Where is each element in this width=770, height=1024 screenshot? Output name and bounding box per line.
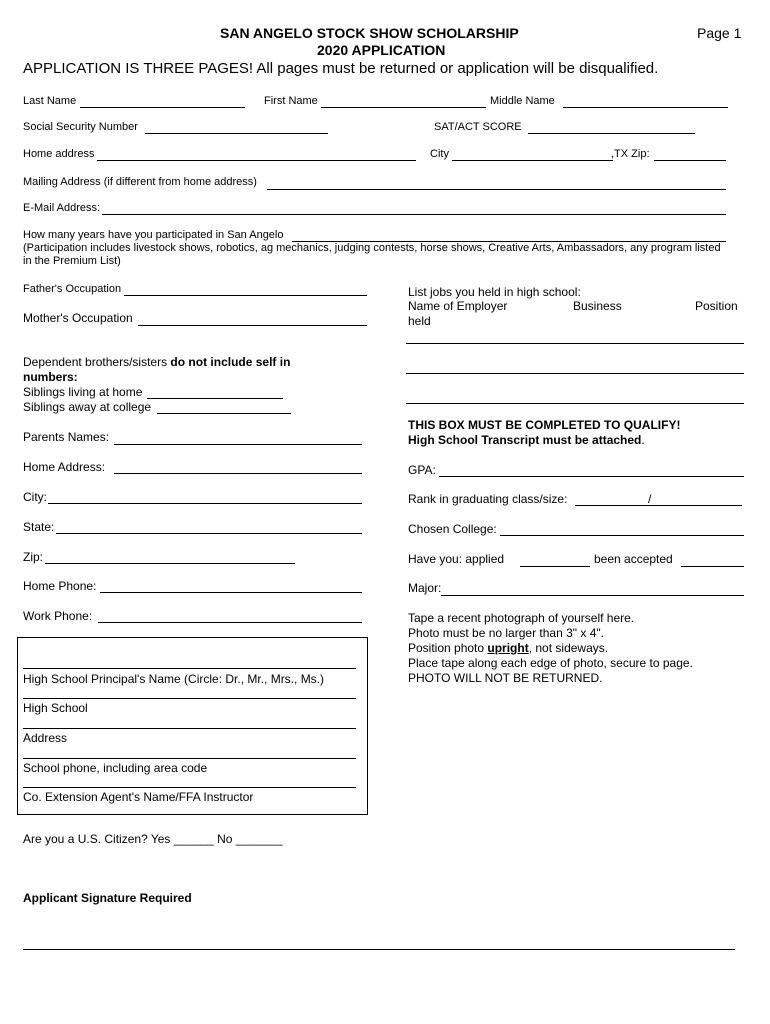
siblings-home-label: Siblings living at home — [23, 385, 143, 399]
rank-field[interactable] — [575, 505, 742, 506]
work-phone-label: Work Phone: — [23, 609, 93, 623]
page-number: Page 1 — [697, 25, 742, 41]
siblings-home-field[interactable] — [147, 398, 283, 399]
photo-upright: upright — [487, 641, 529, 655]
home-phone-label: Home Phone: — [23, 579, 97, 593]
city-2-label: City: — [23, 490, 47, 504]
participation-note-1: (Participation includes livestock shows, robotics, ag mechanics, judging contests, horse shows, Creative Arts, Ambassadors, any program listed — [23, 242, 721, 254]
rank-label: Rank in graduating class/size: — [408, 492, 568, 506]
zip-2-field[interactable] — [45, 563, 295, 564]
home-address-label: Home address — [23, 148, 95, 160]
state-field[interactable] — [56, 533, 362, 534]
zip-label: Zip: — [23, 550, 44, 564]
transcript-period: . — [641, 433, 645, 447]
accepted-label: been accepted — [594, 552, 673, 566]
home-phone-field[interactable] — [100, 592, 362, 593]
applied-field[interactable] — [520, 566, 590, 567]
participation-note-2: in the Premium List) — [23, 255, 121, 267]
photo-line-3 — [408, 641, 693, 656]
years-label: How many years have you participated in San Angelo — [23, 229, 284, 241]
photo-line-3c: , not sideways. — [528, 641, 609, 655]
home-address-field[interactable] — [97, 160, 416, 161]
father-occupation-field[interactable] — [124, 295, 367, 296]
agent-field[interactable] — [23, 787, 356, 788]
school-info-box — [17, 637, 368, 815]
ssn-label: Social Security Number — [23, 121, 138, 133]
principal-field[interactable] — [23, 668, 356, 669]
school-address-field[interactable] — [23, 728, 356, 729]
father-occupation-label: Father's Occupation — [23, 283, 122, 295]
job-line-2[interactable] — [406, 373, 744, 374]
school-phone-field[interactable] — [23, 758, 356, 759]
mother-occupation-label: Mother's Occupation — [23, 311, 133, 325]
high-school-field[interactable] — [23, 698, 356, 699]
citizen-question[interactable]: Are you a U.S. Citizen? Yes ______ No _______ — [23, 832, 283, 846]
school-phone-label: School phone, including area code — [23, 761, 208, 775]
state-label: State: — [23, 520, 55, 534]
email-field[interactable] — [102, 214, 726, 215]
photo-line-2: Photo must be no larger than 3" x 4". — [408, 626, 604, 640]
job-line-3[interactable] — [406, 403, 744, 404]
email-label: E-Mail Address: — [23, 202, 101, 214]
city-2-field[interactable] — [48, 503, 362, 504]
home-address-2-field[interactable] — [114, 473, 362, 474]
transcript-text: High School Transcript must be attached — [408, 433, 642, 447]
siblings-college-label: Siblings away at college — [23, 400, 152, 414]
notice: APPLICATION IS THREE PAGES! All pages must be returned or application will be disqualified. — [23, 60, 659, 77]
dependents-bold: do not include self in — [170, 355, 291, 369]
have-you-label: Have you: applied — [408, 552, 505, 566]
sat-act-label: SAT/ACT SCORE — [434, 121, 522, 133]
rank-slash: / — [648, 492, 652, 506]
middle-name-field[interactable] — [563, 107, 728, 108]
tx-zip-label: ,TX Zip: — [611, 148, 650, 160]
jobs-col-business: Business — [573, 299, 622, 313]
home-address-2-label: Home Address: — [23, 460, 106, 474]
photo-line-5: PHOTO WILL NOT BE RETURNED. — [408, 671, 603, 685]
jobs-col-position: Position — [695, 299, 738, 313]
job-line-1[interactable] — [406, 343, 744, 344]
mother-occupation-field[interactable] — [138, 325, 367, 326]
transcript-note — [408, 433, 645, 447]
gpa-field[interactable] — [439, 476, 744, 477]
ssn-field[interactable] — [145, 133, 328, 134]
photo-instructions[interactable] — [408, 611, 693, 686]
dependents-text: Dependent brothers/sisters — [23, 355, 171, 369]
signature-field[interactable] — [23, 949, 735, 950]
gpa-label: GPA: — [408, 463, 436, 477]
form-subtitle: 2020 APPLICATION — [317, 42, 446, 58]
school-address-label: Address — [23, 731, 68, 745]
photo-line-1: Tape a recent photograph of yourself here. — [408, 611, 635, 625]
principal-label: High School Principal's Name (Circle: Dr., Mr., Mrs., Ms.) — [23, 672, 325, 686]
last-name-label: Last Name — [23, 95, 77, 107]
form-title: SAN ANGELO STOCK SHOW SCHOLARSHIP — [220, 25, 519, 41]
jobs-col-employer: Name of Employer — [408, 299, 508, 313]
mailing-address-field[interactable] — [267, 189, 726, 190]
work-phone-field[interactable] — [98, 622, 362, 623]
signature-label: Applicant Signature Required — [23, 891, 192, 905]
mailing-address-label: Mailing Address (if different from home address) — [23, 176, 257, 188]
photo-line-3a: Position photo — [408, 641, 488, 655]
jobs-intro: List jobs you held in high school: — [408, 285, 581, 299]
first-name-label: First Name — [264, 95, 318, 107]
parents-names-label: Parents Names: — [23, 430, 110, 444]
parents-names-field[interactable] — [114, 444, 362, 445]
college-label: Chosen College: — [408, 522, 497, 536]
qualify-heading: THIS BOX MUST BE COMPLETED TO QUALIFY! — [408, 418, 681, 432]
last-name-field[interactable] — [80, 107, 245, 108]
accepted-field[interactable] — [681, 566, 744, 567]
agent-label: Co. Extension Agent's Name/FFA Instructor — [23, 790, 254, 804]
sat-act-field[interactable] — [528, 133, 695, 134]
middle-name-label: Middle Name — [490, 95, 555, 107]
siblings-college-field[interactable] — [157, 413, 291, 414]
major-label: Major: — [408, 581, 442, 595]
college-field[interactable] — [500, 535, 744, 536]
city-field[interactable] — [452, 160, 613, 161]
high-school-label: High School — [23, 701, 88, 715]
photo-line-4: Place tape along each edge of photo, secure to page. — [408, 656, 693, 670]
city-label: City — [430, 148, 449, 160]
first-name-field[interactable] — [321, 107, 486, 108]
zip-field[interactable] — [654, 160, 726, 161]
dependents-bold-2: numbers: — [23, 370, 78, 384]
jobs-col-held: held — [408, 314, 431, 328]
major-field[interactable] — [441, 595, 744, 596]
dependents-label — [23, 355, 290, 369]
